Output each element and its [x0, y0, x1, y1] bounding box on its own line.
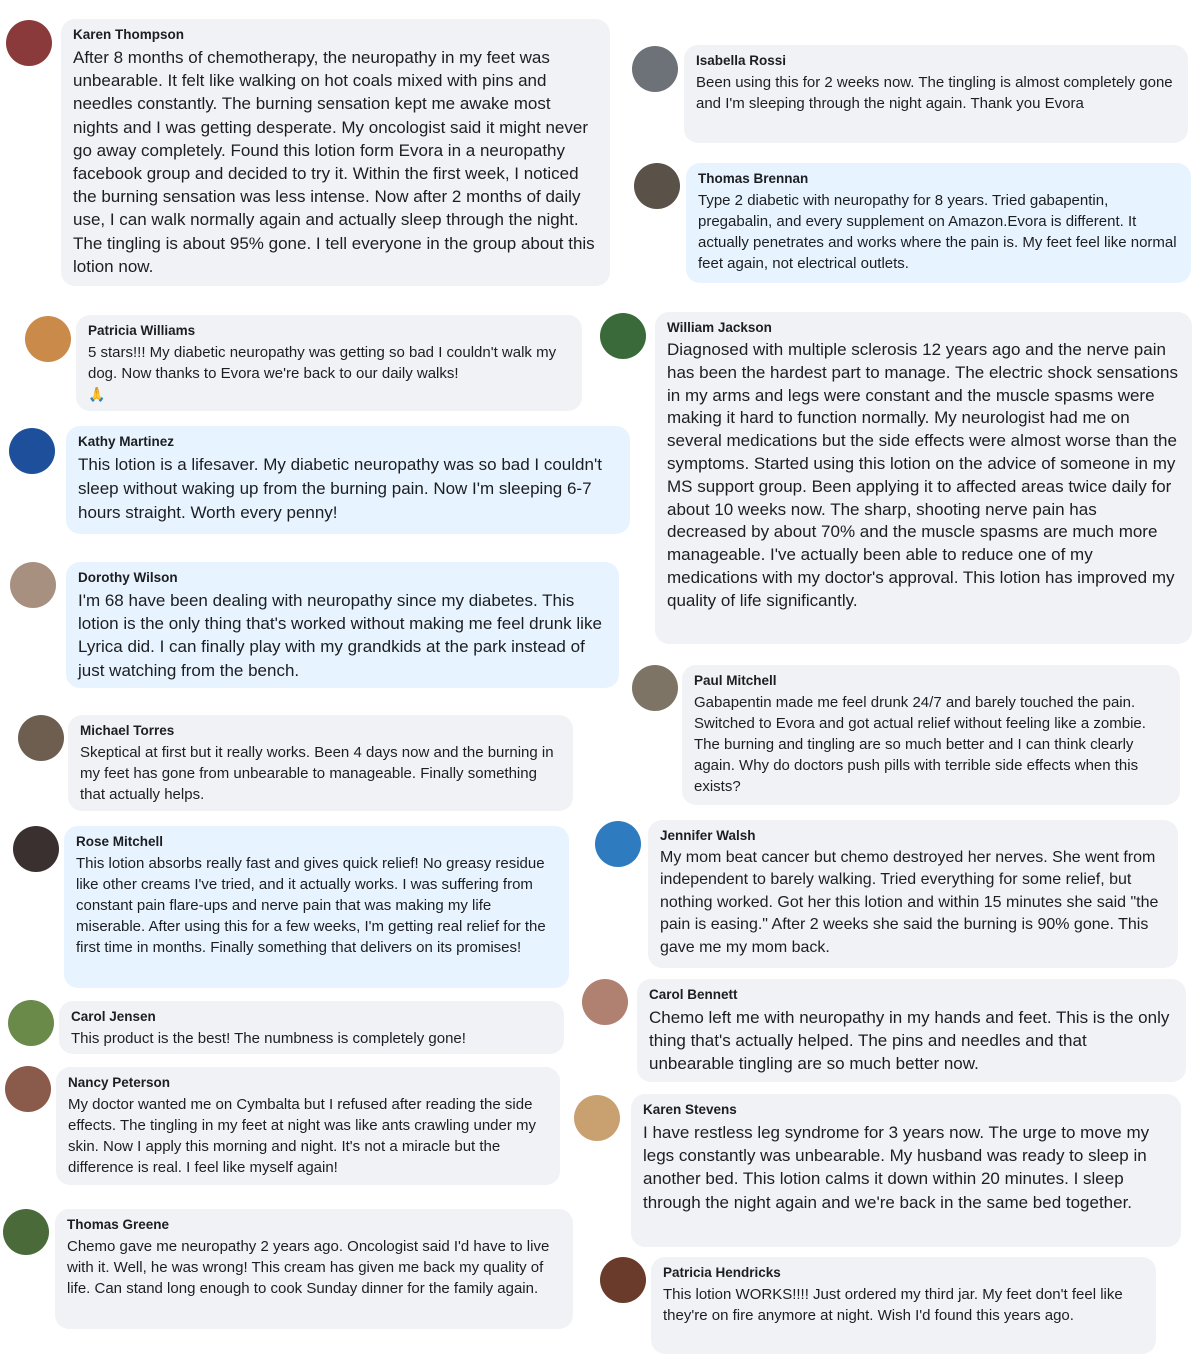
comment-author[interactable]: Paul Mitchell — [694, 673, 777, 688]
comment-bubble — [56, 1067, 560, 1185]
comment-author[interactable]: Thomas Greene — [67, 1217, 170, 1232]
comment-text: Been using this for 2 weeks now. The tingling is almost completely gone and I'm sleeping through the night again. Thank you Evora — [696, 74, 1173, 112]
comment-text: Skeptical at first but it really works. Been 4 days now and the burning in my feet has gone from unbearable to manageable. Finally something that actually helps. — [80, 744, 554, 803]
comment-bubble — [64, 826, 569, 988]
comment-author[interactable]: Jennifer Walsh — [660, 828, 756, 843]
comment-bubble — [76, 315, 582, 411]
comment-author[interactable]: Michael Torres — [80, 723, 175, 738]
comment-text: This lotion is a lifesaver. My diabetic neuropathy was so bad I couldn't sleep without waking up from the burning pain. Now I'm sleeping 6-7 hours straight. Worth every penny! — [78, 455, 602, 522]
comment-text: My doctor wanted me on Cymbalta but I refused after reading the side effects. The tingling in my feet at night was like ants crawling under my skin. Now I apply this morning and night. It's not a miracle but the difference is real. I feel like myself again! — [68, 1096, 537, 1176]
comment-author[interactable]: Rose Mitchell — [76, 834, 164, 849]
emoji: 🙏 — [88, 386, 106, 402]
comment-text: After 8 months of chemotherapy, the neuropathy in my feet was unbearable. It felt like walking on hot coals mixed with pins and needles constantly. The burning sensation kept me awake most nights and I was getting desperate. My oncologist said it might never go away completely. Found this lotion form Evora in a neuropathy facebook group and decided to try it. Within the first week, I noticed the burning sensation was less intense. Now after 2 months of daily use, I can walk normally again and actually sleep through the night. The tingling is about 95% gone. I tell everyone in the group about this lotion now. — [73, 48, 595, 276]
comment-text: Diagnosed with multiple sclerosis 12 years ago and the nerve pain has been the hardest part to manage. The electric shock sensations in my arms and legs were constant and the muscle spasms were making it hard to function normally. My neurologist had me on several medications but the side effects were almost worse than the symptoms. Started using this lotion on the advice of someone in my MS support group. Been applying it to affected areas twice daily for about 10 weeks now. The sharp, shooting nerve pain has decreased by about 70% and the muscle spasms are much more manageable. I've actually been able to reduce one of my medications with my doctor's approval. This lotion has improved my quality of life significantly. — [667, 340, 1178, 610]
comment-bubble — [66, 426, 630, 534]
avatar[interactable] — [595, 821, 641, 867]
comment-bubble — [686, 163, 1191, 283]
comment-author[interactable]: Thomas Brennan — [698, 171, 809, 186]
avatar[interactable] — [3, 1209, 49, 1255]
avatar[interactable] — [600, 313, 646, 359]
comment-author[interactable]: Patricia Williams — [88, 323, 196, 338]
comment-author[interactable]: Karen Thompson — [73, 27, 185, 42]
avatar[interactable] — [634, 163, 680, 209]
comment-text: This product is the best! The numbness is completely gone! — [71, 1030, 466, 1047]
comment-text: Chemo gave me neuropathy 2 years ago. Oncologist said I'd have to live with it. Well, he was wrong! This cream has given me back my quality of life. Can stand long enough to cook Sunday dinner for the family again. — [67, 1238, 550, 1297]
comment-text: Type 2 diabetic with neuropathy for 8 years. Tried gabapentin, pregabalin, and every supplement on Amazon.Evora is different. It actually penetrates and works where the pain is. My feet feel like normal feet again, not electrical outlets. — [698, 192, 1177, 272]
comment-author[interactable]: Karen Stevens — [643, 1102, 737, 1117]
comment-bubble — [682, 665, 1180, 805]
comment-text: I'm 68 have been dealing with neuropathy since my diabetes. This lotion is the only thing that's worked without making me feel drunk like Lyrica did. I can finally play with my grandkids at the park instead of just watching from the bench. — [78, 591, 602, 680]
avatar[interactable] — [600, 1257, 646, 1303]
avatar[interactable] — [632, 46, 678, 92]
comment-bubble — [61, 19, 610, 286]
avatar[interactable] — [6, 20, 52, 66]
comment-author[interactable]: Dorothy Wilson — [78, 570, 178, 585]
comment-text: This lotion WORKS!!!! Just ordered my third jar. My feet don't feel like they're on fire anymore at night. Wish I'd found this years ago. — [663, 1286, 1123, 1324]
comment-bubble — [651, 1257, 1156, 1354]
comment-author[interactable]: Carol Jensen — [71, 1009, 156, 1024]
avatar[interactable] — [13, 826, 59, 872]
comment-text: Gabapentin made me feel drunk 24/7 and barely touched the pain. Switched to Evora and got actual relief without feeling like a zombie. The burning and tingling are so much better and I can think clearly again. Why do doctors push pills with terrible side effects when this exists? — [694, 694, 1146, 795]
comment-bubble — [637, 979, 1186, 1082]
comment-bubble — [66, 562, 619, 688]
avatar[interactable] — [9, 428, 55, 474]
comment-text: I have restless leg syndrome for 3 years now. The urge to move my legs constantly was unbearable. My husband was ready to sleep in another bed. This lotion calms it down within 20 minutes. I sleep through the night again and we're back in the same bed together. — [643, 1123, 1150, 1212]
comment-text: 5 stars!!! My diabetic neuropathy was getting so bad I couldn't walk my dog. Now thanks to Evora we're back to our daily walks! — [88, 344, 557, 382]
comment-author[interactable]: Patricia Hendricks — [663, 1265, 781, 1280]
comment-author[interactable]: Carol Bennett — [649, 987, 738, 1002]
avatar[interactable] — [582, 979, 628, 1025]
comment-author[interactable]: Kathy Martinez — [78, 434, 175, 449]
comment-text: Chemo left me with neuropathy in my hands and feet. This is the only thing that's actually helped. The pins and needles and that unbearable tingling are so much better now. — [649, 1008, 1170, 1074]
avatar[interactable] — [5, 1066, 51, 1112]
comment-bubble — [655, 312, 1192, 644]
avatar[interactable] — [10, 562, 56, 608]
comment-author[interactable]: William Jackson — [667, 320, 772, 335]
avatar[interactable] — [574, 1095, 620, 1141]
avatar[interactable] — [25, 316, 71, 362]
comment-author[interactable]: Isabella Rossi — [696, 53, 787, 68]
comment-bubble — [55, 1209, 573, 1329]
comment-author[interactable]: Nancy Peterson — [68, 1075, 171, 1090]
comment-bubble — [68, 715, 573, 811]
comment-text: My mom beat cancer but chemo destroyed her nerves. She went from independent to barely walking. Tried everything for some relief, but nothing worked. Got her this lotion and within 15 minutes she said "the pain is easing." After 2 weeks she said the burning is 90% gone. This gave me my mom back. — [660, 849, 1159, 956]
avatar[interactable] — [632, 665, 678, 711]
comment-bubble — [631, 1094, 1181, 1247]
comment-bubble — [684, 45, 1188, 143]
avatar[interactable] — [8, 1000, 54, 1046]
comment-bubble — [648, 820, 1178, 968]
comment-bubble — [59, 1001, 564, 1054]
comment-text: This lotion absorbs really fast and gives quick relief! No greasy residue like other creams I've tried, and it actually works. I was suffering from constant pain flare-ups and nerve pain that was making my life miserable. After using this for a few weeks, I'm getting real relief for the first time in months. Finally something that delivers on its promises! — [76, 855, 546, 956]
avatar[interactable] — [18, 715, 64, 761]
